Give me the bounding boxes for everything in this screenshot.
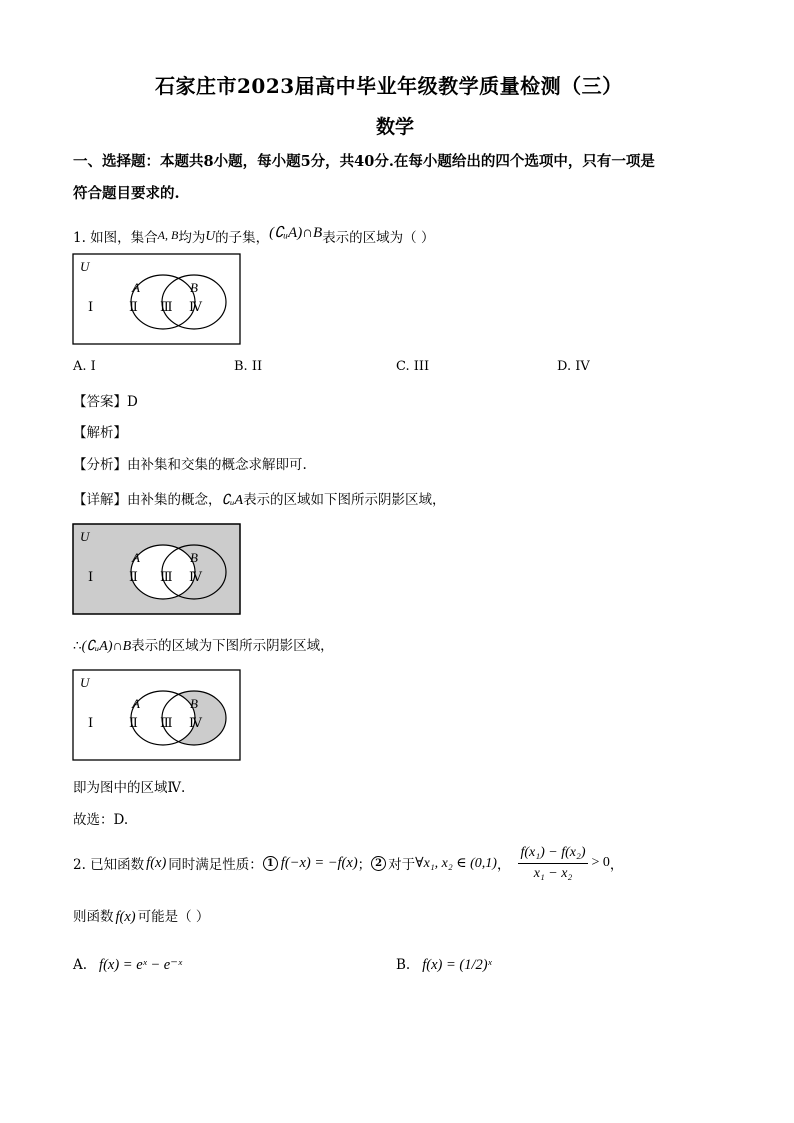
- q1-mid1: 均为: [178, 230, 206, 246]
- venn-region-4: Ⅳ: [189, 569, 202, 584]
- q1-prefix: 1. 如图，集合: [73, 230, 158, 246]
- q1-option-c: C. III: [396, 359, 430, 374]
- q1-detail-prefix: 【详解】由补集的概念，: [73, 492, 222, 508]
- q2-comma: ，: [496, 857, 511, 873]
- q1-answer: 【答案】D: [73, 394, 138, 410]
- venn-region-1: Ⅰ: [88, 569, 94, 584]
- venn-region-2: Ⅱ: [129, 299, 138, 314]
- q2-option-b-formula: f(x) = (1/2)ˣ: [422, 957, 492, 973]
- venn-label-u: U: [80, 675, 90, 690]
- venn-label-b: B: [190, 696, 198, 711]
- q2-option-b: [396, 957, 492, 974]
- q2-func: f(x): [146, 854, 167, 871]
- venn-region-2: Ⅱ: [129, 569, 138, 584]
- q1-therefore: [73, 634, 334, 655]
- section-heading-line2: 符合题目要求的.: [73, 185, 180, 202]
- venn-region-2: Ⅱ: [129, 715, 138, 730]
- q2-option-a: [73, 957, 182, 974]
- venn-label-a: A: [132, 696, 140, 711]
- q1-detail-expr: ∁ᵤA: [221, 493, 244, 508]
- q1-sets: A, B: [157, 228, 179, 242]
- venn-region-4: Ⅳ: [189, 299, 202, 314]
- q2-frac-rhs: > 0: [591, 855, 610, 870]
- q1-therefore-suffix: 表示的区域为下图所示阴影区域，: [131, 638, 334, 654]
- section-heading-line1: 一、选择题：本题共8小题，每小题5分，共40分.在每小题给出的四个选项中，只有一项是: [73, 153, 655, 170]
- question-2-stem: [73, 843, 623, 883]
- q2-prop1: f(−x) = −f(x): [280, 854, 358, 871]
- q2-text1: 同时满足性质：: [168, 857, 263, 873]
- q2-frac-numerator: f(x₁) − f(x₂): [518, 845, 587, 864]
- venn-region-4: Ⅳ: [189, 715, 202, 730]
- q2-frac-denominator: x₁ − x₂: [533, 865, 573, 881]
- q1-conclusion: 即为图中的区域Ⅳ.: [73, 780, 186, 796]
- q2-line2-suffix: 可能是（ ）: [137, 909, 210, 925]
- q2-line2-func: f(x): [115, 909, 136, 925]
- q1-choice: 故选：D.: [73, 812, 129, 828]
- q2-prop2-quant: ∀x₁, x₂ ∈ (0,1): [415, 855, 497, 871]
- q1-option-d: D. IV: [557, 359, 590, 374]
- venn-region-3: Ⅲ: [160, 715, 173, 730]
- q1-therefore-symbol: ∴: [73, 638, 82, 654]
- venn-region-3: Ⅲ: [160, 299, 173, 314]
- q2-prop2-pre: 对于: [388, 857, 416, 873]
- q2-fraction: [518, 845, 587, 882]
- q2-option-b-label: B.: [396, 957, 411, 973]
- q1-mid2: 的子集，: [215, 230, 270, 246]
- venn-diagram-answer: [72, 669, 242, 762]
- q2-end: ，: [609, 857, 624, 873]
- q1-fenxi: 【分析】由补集和交集的概念求解即可.: [73, 457, 307, 473]
- venn-label-b: B: [190, 280, 198, 295]
- q1-therefore-expr: (∁ᵤA)∩B: [81, 639, 132, 654]
- venn-region-1: Ⅰ: [88, 299, 94, 314]
- q1-detail: [73, 488, 446, 509]
- venn-label-a: A: [132, 280, 140, 295]
- q1-detail-suffix: 表示的区域如下图所示阴影区域，: [243, 492, 446, 508]
- q2-option-a-label: A.: [73, 957, 88, 973]
- venn-region-1: Ⅰ: [88, 715, 94, 730]
- q1-expr: (∁ᵤA)∩B: [269, 225, 323, 241]
- q1-option-a: A. I: [73, 359, 96, 374]
- q2-line2: [73, 905, 209, 926]
- page-title: 石家庄市2023届高中毕业年级教学质量检测（三）: [155, 74, 623, 98]
- subject-title: 数学: [376, 116, 415, 138]
- venn-region-3: Ⅲ: [160, 569, 173, 584]
- q2-prefix: 2. 已知函数: [73, 857, 145, 873]
- venn-label-a: A: [132, 550, 140, 565]
- q1-option-b: B. II: [234, 359, 263, 374]
- venn-label-u: U: [80, 259, 90, 274]
- venn-diagram-complement: [72, 523, 242, 616]
- q2-option-a-formula: f(x) = eˣ − e⁻ˣ: [99, 957, 182, 973]
- venn-diagram-question: [72, 253, 242, 346]
- q2-sep: ；: [357, 857, 372, 873]
- q1-suffix: 表示的区域为（ ）: [322, 230, 435, 246]
- question-1-stem: [73, 223, 434, 246]
- venn-label-b: B: [190, 550, 198, 565]
- q1-jiexi: 【解析】: [73, 425, 127, 441]
- q2-line2-prefix: 则函数: [73, 909, 114, 925]
- venn-label-u: U: [80, 529, 90, 544]
- q2-prop2-marker: 2: [371, 856, 386, 871]
- q1-universe: U: [205, 228, 216, 243]
- q2-prop1-marker: 1: [263, 856, 278, 871]
